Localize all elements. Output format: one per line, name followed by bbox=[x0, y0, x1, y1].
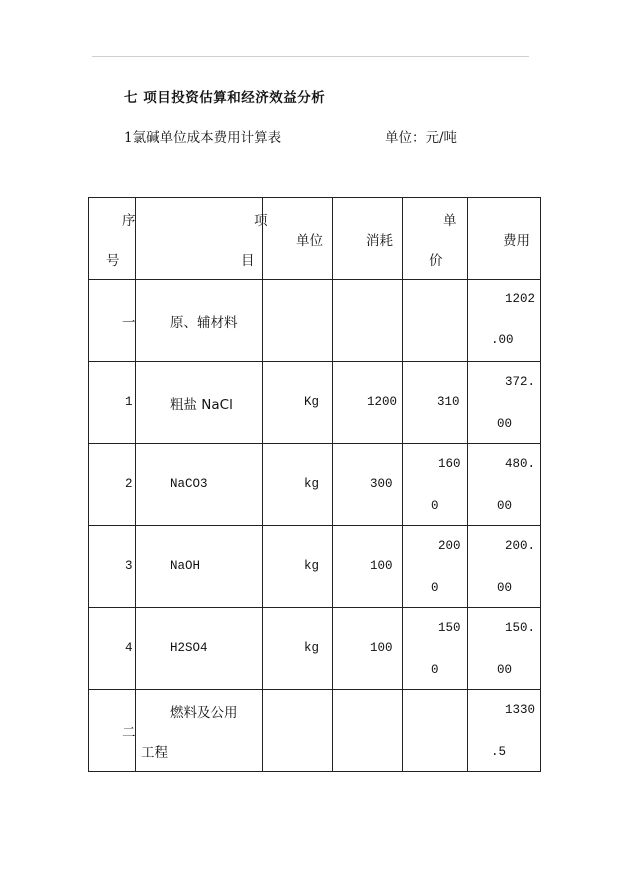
table-row bbox=[89, 690, 541, 772]
row-item: 粗盐 NaCl bbox=[170, 397, 233, 413]
row-unit: kg bbox=[304, 559, 320, 573]
row-cost-a: 1202 bbox=[505, 292, 536, 306]
row-item: 原、辅材料 bbox=[170, 315, 238, 331]
row-cost-b: 00 bbox=[497, 663, 513, 677]
unit-note: 单位：元/吨 bbox=[385, 130, 458, 146]
header-consumption: 消耗 bbox=[366, 233, 393, 249]
row-seq: 4 bbox=[125, 641, 133, 655]
header-item-1: 项 bbox=[254, 213, 268, 229]
row-cost-a: 372. bbox=[505, 375, 536, 389]
row-seq: 二 bbox=[122, 725, 136, 741]
header-cost: 费用 bbox=[503, 233, 530, 249]
row-cost-a: 1330 bbox=[505, 703, 536, 717]
table-title: 1氯碱单位成本费用计算表 bbox=[124, 130, 282, 146]
table-header-row bbox=[89, 198, 541, 280]
row-consumption: 100 bbox=[370, 559, 393, 573]
row-price-b: 0 bbox=[431, 499, 439, 513]
header-seq-2: 号 bbox=[106, 253, 120, 269]
row-cost-b: 00 bbox=[497, 499, 513, 513]
row-seq: 1 bbox=[125, 395, 133, 409]
row-item: NaOH bbox=[170, 559, 201, 573]
row-unit: kg bbox=[304, 477, 320, 491]
row-unit: Kg bbox=[304, 395, 320, 409]
row-item-a: 燃料及公用 bbox=[170, 705, 238, 721]
row-cost-b: .00 bbox=[491, 333, 514, 347]
row-consumption: 1200 bbox=[367, 395, 398, 409]
row-item: H2SO4 bbox=[170, 641, 208, 655]
header-item-2: 目 bbox=[241, 253, 255, 269]
row-cost-b: 00 bbox=[497, 417, 513, 431]
row-price-a: 310 bbox=[437, 395, 460, 409]
row-price-b: 0 bbox=[431, 663, 439, 677]
table-row bbox=[89, 526, 541, 608]
row-item-b: 工程 bbox=[141, 745, 168, 761]
row-price-b: 0 bbox=[431, 581, 439, 595]
row-consumption: 100 bbox=[370, 641, 393, 655]
row-price-a: 150 bbox=[438, 621, 461, 635]
table-row bbox=[89, 362, 541, 444]
table-row bbox=[89, 444, 541, 526]
row-cost-a: 200. bbox=[505, 539, 536, 553]
row-cost-a: 150. bbox=[505, 621, 536, 635]
row-cost-a: 480. bbox=[505, 457, 536, 471]
row-cost-b: .5 bbox=[491, 745, 507, 759]
header-price-1: 单 bbox=[443, 213, 457, 229]
row-seq: 一 bbox=[122, 315, 136, 331]
table-row bbox=[89, 280, 541, 362]
header-price-2: 价 bbox=[429, 253, 443, 269]
row-price-a: 160 bbox=[438, 457, 461, 471]
row-unit: kg bbox=[304, 641, 320, 655]
row-seq: 2 bbox=[125, 477, 133, 491]
header-seq-1: 序 bbox=[122, 213, 136, 229]
row-price-a: 200 bbox=[438, 539, 461, 553]
header-rule bbox=[92, 56, 529, 57]
table-row bbox=[89, 608, 541, 690]
row-seq: 3 bbox=[125, 559, 133, 573]
row-cost-b: 00 bbox=[497, 581, 513, 595]
section-heading: 七 项目投资估算和经济效益分析 bbox=[124, 90, 326, 106]
header-unit: 单位 bbox=[296, 233, 323, 249]
row-item: NaCO3 bbox=[170, 477, 208, 491]
cost-table bbox=[88, 197, 541, 772]
row-consumption: 300 bbox=[370, 477, 393, 491]
